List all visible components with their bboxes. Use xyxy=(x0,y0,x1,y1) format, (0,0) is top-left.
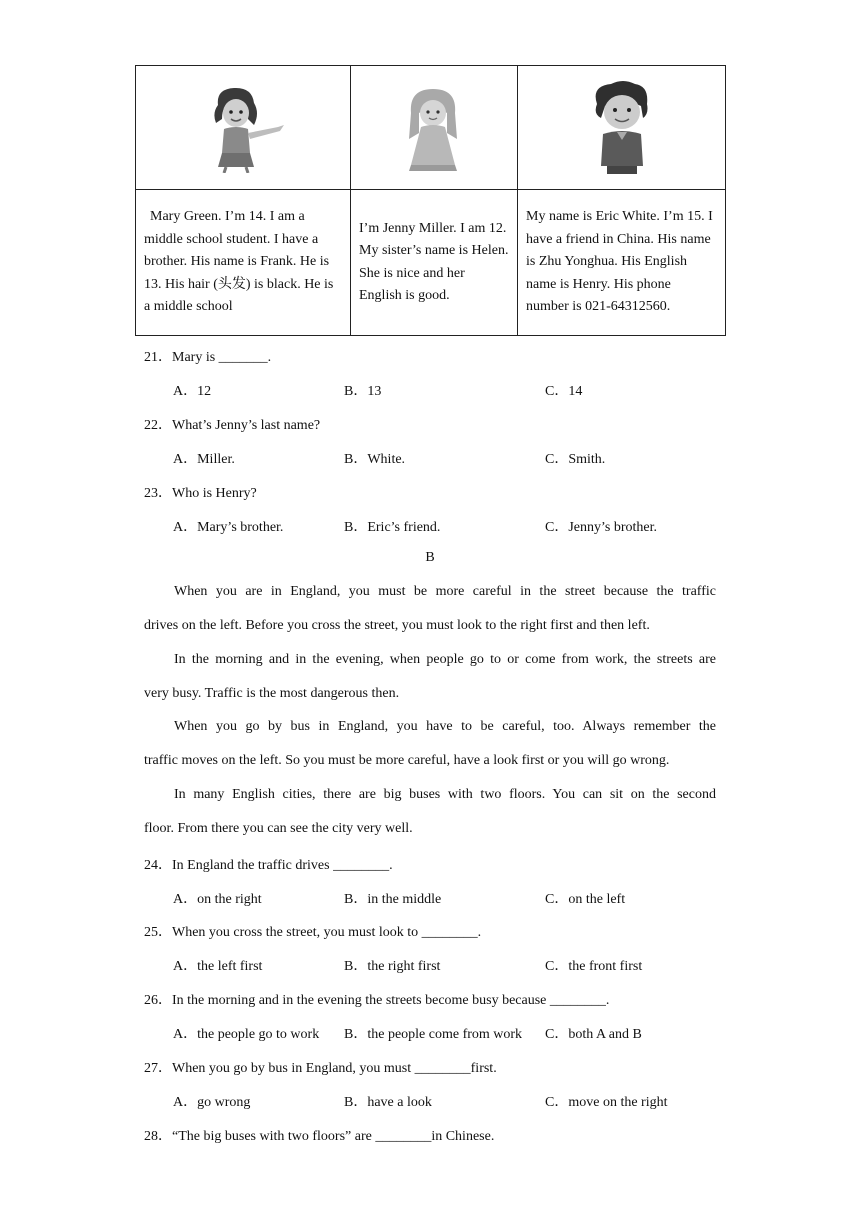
paragraph-4-line-1: In many English cities, there are big buses with two floors. You can sit on the second xyxy=(174,787,716,802)
option-23-b[interactable]: B．Eric’s friend. xyxy=(344,520,441,535)
paragraph-1-line-1: When you are in England, you must be more careful in the street because the traffic xyxy=(174,584,716,599)
description-jenny: I’m Jenny Miller. I am 12. My sister’s name is Helen. She is nice and her English is good. xyxy=(351,190,518,336)
pictures-row xyxy=(136,66,726,190)
passage-paragraph-1 xyxy=(144,575,716,643)
girl-with-light-hair-picture xyxy=(389,83,479,173)
option-26-c[interactable]: C．both A and B xyxy=(545,1027,642,1042)
option-21-c[interactable]: C．14 xyxy=(545,384,583,399)
option-22-b[interactable]: B．White. xyxy=(344,452,406,467)
question-25: 25．When you cross the street, you must look to ________. xyxy=(144,925,482,940)
paragraph-3-line-2: traffic moves on the left. So you must be more careful, have a look first or you will go wrong. xyxy=(144,752,670,768)
question-23: 23．Who is Henry? xyxy=(144,486,257,501)
section-b-heading: B xyxy=(425,550,435,565)
passage-paragraph-2 xyxy=(144,643,716,711)
paragraph-1-line-2: drives on the left. Before you cross the street, you must look to the right first and then left. xyxy=(144,617,650,633)
option-21-a[interactable]: A．12 xyxy=(173,384,212,399)
question-28: 28．“The big buses with two floors” are ________in Chinese. xyxy=(144,1129,495,1144)
passage-paragraph-4 xyxy=(144,778,716,846)
picture-cell-eric xyxy=(518,66,726,190)
paragraph-3-line-1: When you go by bus in England, you have to be careful, too. Always remember the xyxy=(174,719,716,734)
girl-with-dark-curly-hair-picture xyxy=(188,83,298,173)
option-23-a[interactable]: A．Mary’s brother. xyxy=(173,520,284,535)
option-25-a[interactable]: A．the left first xyxy=(173,959,263,974)
character-info-table xyxy=(135,65,726,336)
paragraph-2-line-1: In the morning and in the evening, when people go to or come from work, the streets are xyxy=(174,652,716,667)
option-27-c[interactable]: C．move on the right xyxy=(545,1095,668,1110)
option-26-a[interactable]: A．the people go to work xyxy=(173,1027,320,1042)
descriptions-row xyxy=(136,190,726,336)
boy-with-curly-hair-picture xyxy=(577,78,667,178)
option-24-b[interactable]: B．in the middle xyxy=(344,892,442,907)
question-26: 26．In the morning and in the evening the streets become busy because ________. xyxy=(144,993,610,1008)
paragraph-4-line-2: floor. From there you can see the city very well. xyxy=(144,820,413,836)
description-mary: Mary Green. I’m 14. I am a middle school student. I have a brother. His name is Frank. He is 13. His hair (头发) is black. He is a middle school xyxy=(136,190,351,336)
paragraph-2-line-2: very busy. Traffic is the most dangerous then. xyxy=(144,685,400,701)
option-22-c[interactable]: C．Smith. xyxy=(545,452,606,467)
question-24: 24．In England the traffic drives ________. xyxy=(144,858,393,873)
description-eric: My name is Eric White. I’m 15. I have a friend in China. His name is Zhu Yonghua. His English name is Henry. His phone number is 021-64312560. xyxy=(518,190,726,336)
option-25-b[interactable]: B．the right first xyxy=(344,959,441,974)
option-24-c[interactable]: C．on the left xyxy=(545,892,626,907)
option-24-a[interactable]: A．on the right xyxy=(173,892,262,907)
option-27-a[interactable]: A．go wrong xyxy=(173,1095,251,1110)
option-26-b[interactable]: B．the people come from work xyxy=(344,1027,523,1042)
picture-cell-jenny xyxy=(351,66,518,190)
option-23-c[interactable]: C．Jenny’s brother. xyxy=(545,520,657,535)
question-21: 21．Mary is _______. xyxy=(144,350,272,365)
question-22: 22．What’s Jenny’s last name? xyxy=(144,418,321,433)
option-25-c[interactable]: C．the front first xyxy=(545,959,643,974)
question-27: 27．When you go by bus in England, you must ________first. xyxy=(144,1061,497,1076)
option-21-b[interactable]: B．13 xyxy=(344,384,382,399)
passage-paragraph-3 xyxy=(144,710,716,778)
option-27-b[interactable]: B．have a look xyxy=(344,1095,432,1110)
picture-cell-mary xyxy=(136,66,351,190)
option-22-a[interactable]: A．Miller. xyxy=(173,452,235,467)
